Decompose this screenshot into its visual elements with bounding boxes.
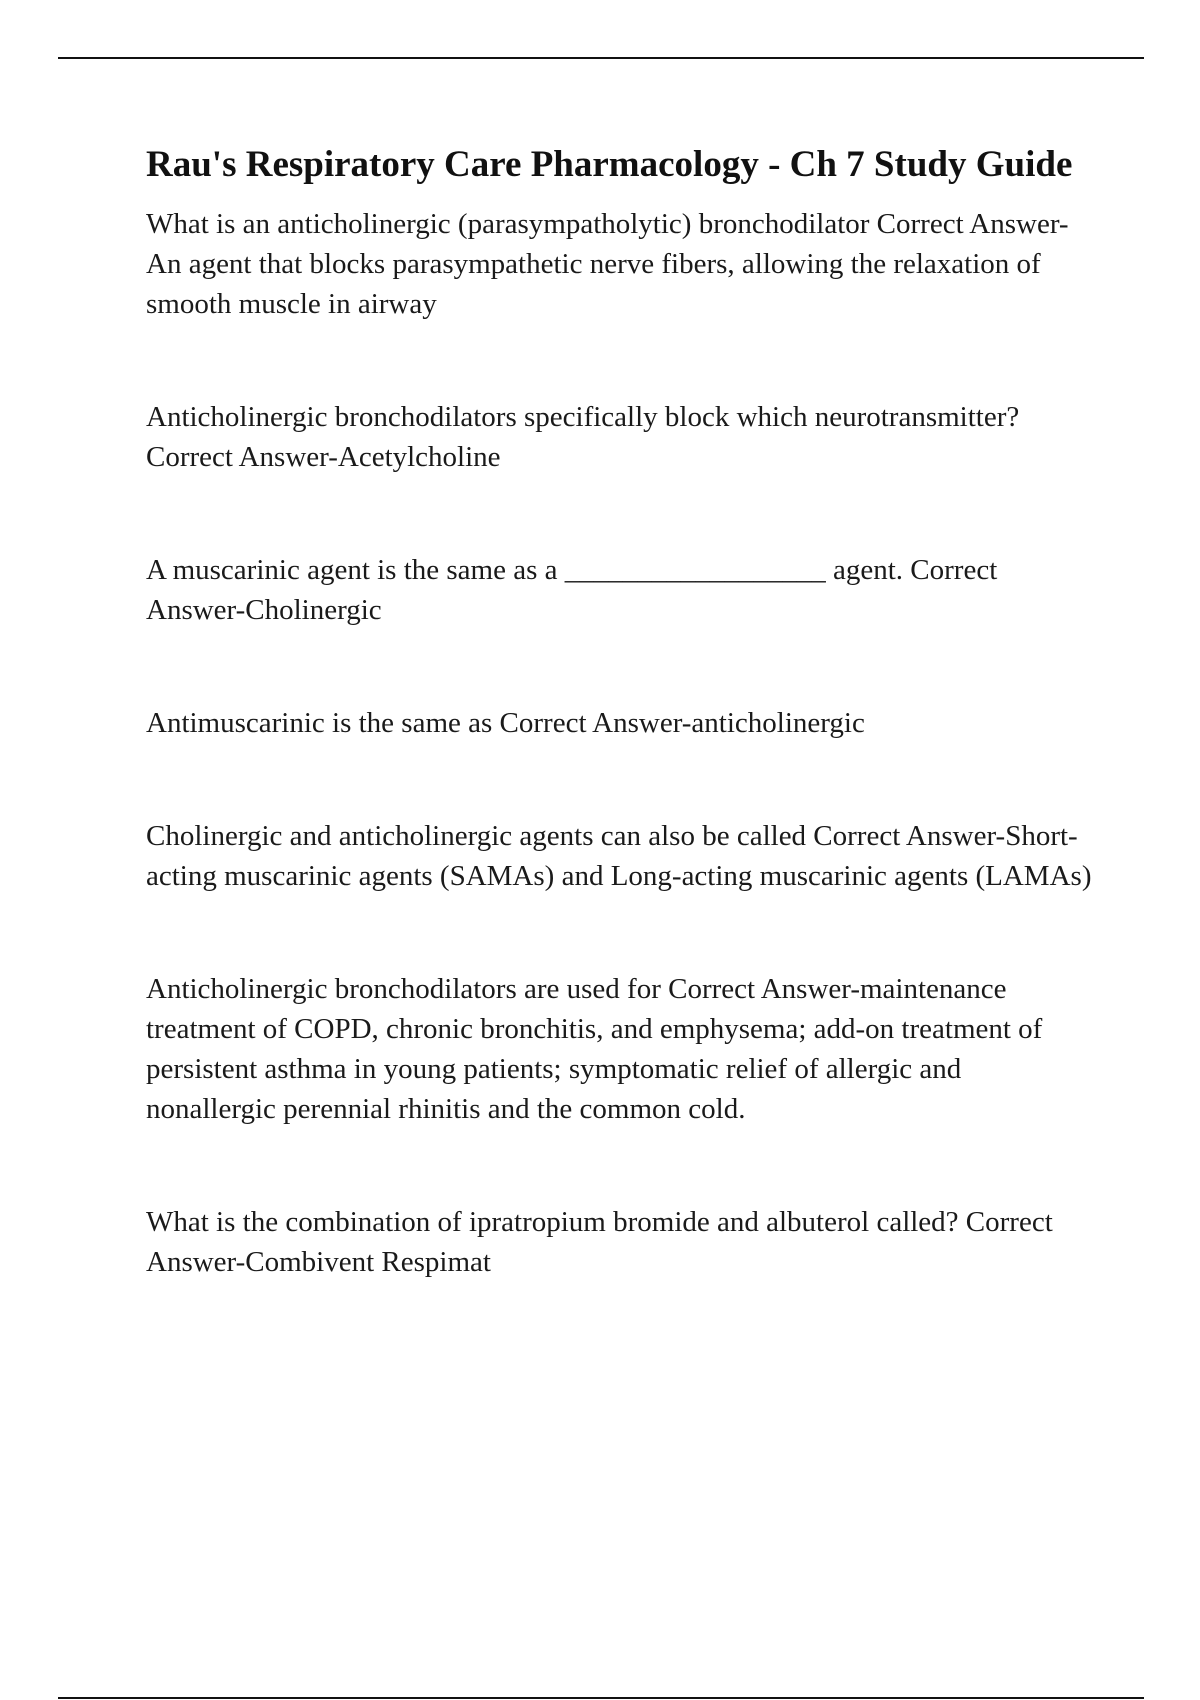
qa-item: Antimuscarinic is the same as Correct Answer-anticholinergic <box>146 707 865 739</box>
qa-item: What is an anticholinergic (parasympatholytic) bronchodilator Correct Answer-An agent that blocks parasympathetic nerve fibers, allowing the relaxation of smooth muscle in airway <box>146 208 1069 320</box>
qa-item: Anticholinergic bronchodilators are used for Correct Answer-maintenance treatment of COPD, chronic bronchitis, and emphysema; add-on treatment of persistent asthma in young patients; symptomatic relief of allergic and nonallergic perennial rhinitis and the common cold. <box>146 973 1043 1125</box>
qa-item: Anticholinergic bronchodilators specifically block which neurotransmitter? Correct Answer-Acetylcholine <box>146 401 1020 473</box>
page-title: Rau's Respiratory Care Pharmacology - Ch 7 Study Guide <box>146 144 1073 185</box>
document-body <box>146 140 1096 1355</box>
qa-item: Cholinergic and anticholinergic agents can also be called Correct Answer-Short-acting muscarinic agents (SAMAs) and Long-acting muscarinic agents (LAMAs) <box>146 820 1092 892</box>
footer-rule <box>58 1697 1144 1699</box>
header-rule <box>58 57 1144 59</box>
qa-item: A muscarinic agent is the same as a __________________ agent. Correct Answer-Cholinergic <box>146 554 998 626</box>
qa-item: What is the combination of ipratropium bromide and albuterol called? Correct Answer-Combivent Respimat <box>146 1206 1053 1278</box>
